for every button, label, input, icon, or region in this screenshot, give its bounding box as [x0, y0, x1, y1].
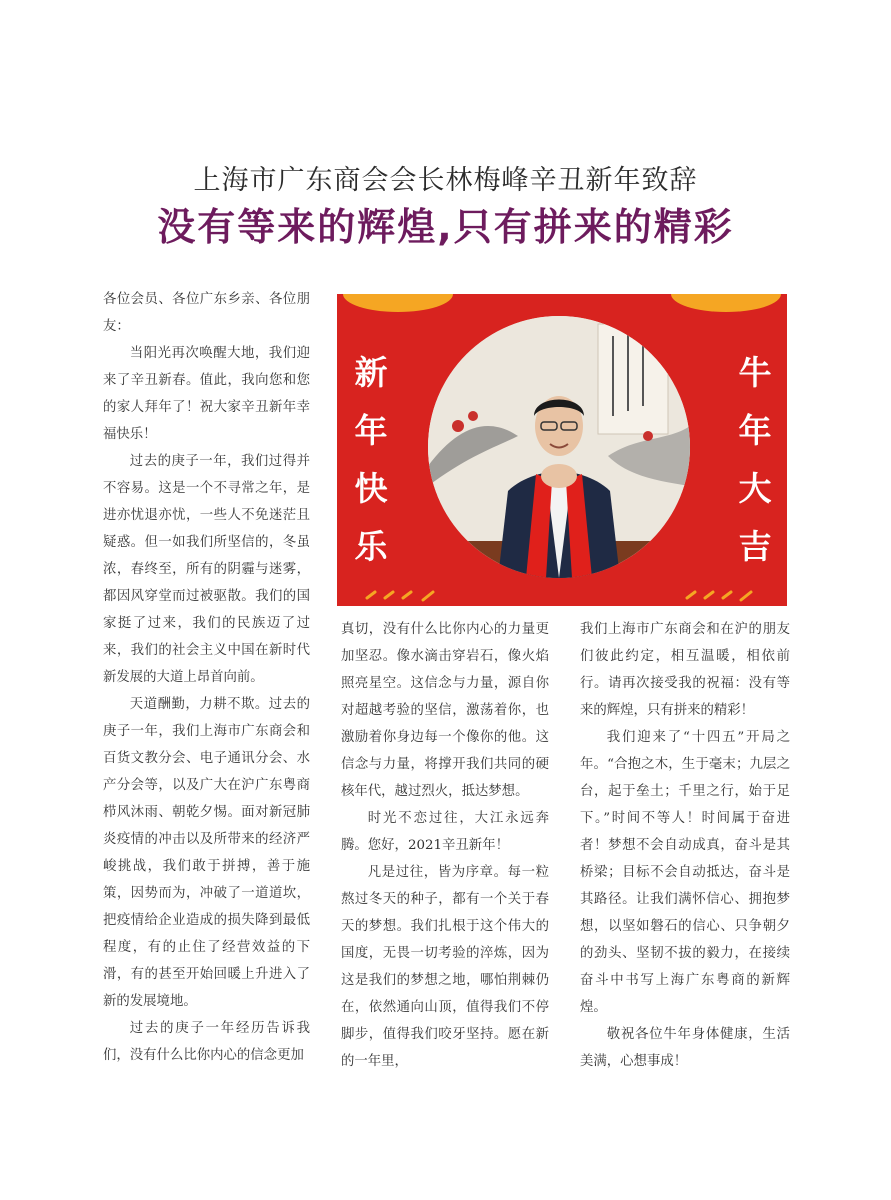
greeting-char: 快	[354, 469, 388, 508]
article-column-3	[580, 616, 790, 1075]
portrait-photo	[428, 316, 690, 578]
paragraph: 天道酬勤，力耕不欺。过去的庚子一年，我们上海市广东商会和百货文教分会、电子通讯分会、水产分会等，以及广大在沪广东粤商栉风沐雨、朝乾夕惕。面对新冠肺炎疫情的冲击以及所带来的经济严峻挑战，我们敢于拼搏，善于施策，因势而为，冲破了一道道坎，把疫情给企业造成的损失降到最低程度，有的止住了经营效益的下滑，有的甚至开始回暖上升进入了新的发展境地。	[103, 697, 310, 1009]
greeting-char: 吉	[738, 527, 772, 566]
article-column-1	[103, 286, 310, 1069]
paragraph: 真切，没有什么比你内心的力量更加坚忍。像水滴击穿岩石，像火焰照亮星空。这信念与力量，源自你对超越考验的坚信，激荡着你，也激励着你身边每一个像你的他。这信念与力量，将撑开我们共同的硬核年代，越过烈火，抵达梦想。	[341, 622, 549, 799]
paragraph: 我们迎来了“十四五”开局之年。“合抱之木，生于毫末；九层之台，起于垒土；千里之行，始于足下。”时间不等人！时间属于奋进者！梦想不会自动成真，奋斗是其桥梁；目标不会自动抵达，奋斗是其路径。让我们满怀信心、拥抱梦想，以坚如磐石的信心、只争朝夕的劲头、坚韧不拔的毅力，在接续奋斗中书写上海广东粤商的新辉煌。	[580, 730, 790, 1015]
greeting-char: 牛	[738, 353, 772, 392]
new-year-photo	[337, 294, 787, 606]
article-subtitle: 上海市广东商会会长林梅峰辛丑新年致辞	[193, 165, 698, 196]
right-greeting-text	[735, 344, 775, 576]
gold-cloud-decoration	[671, 294, 781, 312]
gold-cloud-decoration	[343, 294, 453, 312]
paragraph: 凡是过往，皆为序章。每一粒熬过冬天的种子，都有一个关于春天的梦想。我们扎根于这个伟大的国度，无畏一切考验的淬炼，因为这是我们的梦想之地，哪怕荆棘仍在，依然通向山顶，值得我们不停脚步，值得我们咬牙坚持。愿在新的一年里，	[341, 865, 549, 1069]
paragraph: 时光不恋过往，大江永远奔腾。您好，2021辛丑新年！	[341, 811, 549, 853]
paragraph: 过去的庚子一年经历告诉我们，没有什么比你内心的信念更加	[103, 1021, 310, 1063]
paragraph: 过去的庚子一年，我们过得并不容易。这是一个不寻常之年，是进亦忧退亦忧，一些人不免迷茫且疑惑。但一如我们所坚信的，冬虽浓，春终至，所有的阴霾与迷雾，都因风穿堂而过被驱散。我们的国家挺了过来，我们的民族迈了过来，我们的社会主义中国在新时代新发展的大道上昂首向前。	[103, 454, 310, 685]
greeting-char: 年	[354, 411, 388, 450]
greeting-char: 年	[738, 411, 772, 450]
bottom-gold-dashes	[337, 586, 787, 606]
portrait-illustration	[428, 316, 690, 578]
greeting-char: 大	[738, 469, 772, 508]
paragraph: 当阳光再次唤醒大地，我们迎来了辛丑新春。值此，我向您和您的家人拜年了！祝大家辛丑新年幸福快乐！	[103, 346, 310, 442]
salutation: 各位会员、各位广东乡亲、各位朋友：	[103, 292, 310, 334]
greeting-char: 乐	[354, 527, 388, 566]
paragraph: 我们上海市广东商会和在沪的朋友们彼此约定，相互温暖，相依前行。请再次接受我的祝福：没有等来的辉煌，只有拼来的精彩！	[580, 622, 790, 718]
greeting-char: 新	[354, 353, 388, 392]
article-headline: 没有等来的辉煌,只有拼来的精彩	[157, 205, 734, 249]
left-greeting-text	[351, 344, 391, 576]
article-column-2	[341, 616, 549, 1075]
paragraph: 敬祝各位牛年身体健康，生活美满，心想事成！	[580, 1027, 790, 1069]
